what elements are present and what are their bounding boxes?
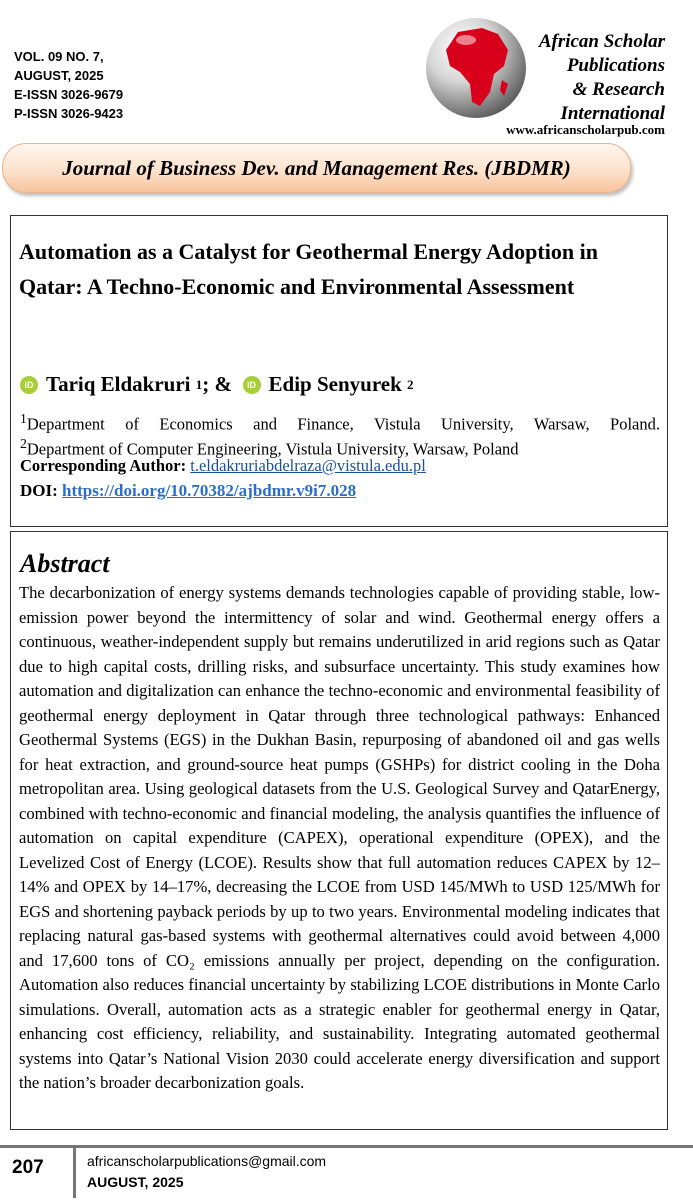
author-1: Tariq Eldakruri	[46, 372, 191, 396]
author-separator: ; &	[202, 372, 233, 396]
issue-date: AUGUST, 2025	[14, 68, 104, 83]
doi	[20, 481, 356, 501]
pissn: P-ISSN 3026-9423	[14, 106, 124, 121]
footer-vertical-divider	[73, 1148, 76, 1198]
corresponding-author	[20, 456, 426, 476]
page-number: 207	[12, 1157, 44, 1178]
article-title: Automation as a Catalyst for Geothermal Energy Adoption in Qatar: A Techno-Economic and Environmental Assessment	[19, 239, 598, 299]
globe-africa-logo	[420, 10, 532, 122]
author-1-affiliation: 1	[195, 376, 203, 392]
author-2: Edip Senyurek	[268, 372, 402, 396]
orcid-icon[interactable]: iD	[20, 376, 38, 394]
publisher-name: African Scholar Publications & Research International	[538, 31, 665, 124]
author-2-affiliation: 2	[407, 376, 414, 392]
eissn: E-ISSN 3026-9679	[14, 87, 124, 102]
affiliation-1: $^1$Department of Economics and Finance, Vistula University, Warsaw, Poland.	[20, 411, 660, 434]
corresponding-label: Corresponding Author:	[20, 456, 187, 475]
author-line	[20, 372, 414, 397]
doi-link[interactable]: https://doi.org/10.70382/ajbdmr.v9i7.028	[62, 481, 357, 500]
doi-label: DOI:	[20, 481, 58, 500]
footer-date: AUGUST, 2025	[87, 1174, 184, 1190]
footer-email[interactable]: africanscholarpublications@gmail.com	[87, 1153, 327, 1169]
footer-divider	[0, 1145, 693, 1148]
publisher-website[interactable]: www.africanscholarpub.com	[506, 122, 665, 137]
abstract-text: The decarbonization of energy systems demands technologies capable of providing stable, low-emission power beyond the intermittency of solar and wind. Geothermal energy offers a continuous, weather-independent supply but remains underutilized in arid regions such as Qatar due to high capital costs, drilling risks, and subsurface uncertainty. This study examines how automation and digitalization can enhance the techno-economic and environmental feasibility of geothermal energy deployment in Qatar through three technological pathways: Enhanced Geothermal Systems (EGS) in the Dukhan Basin, repurposing of abandoned oil and gas wells for heat extraction, and ground-source heat pumps (GSHPs) for district cooling in the Doha metropolitan area. Using geological datasets from the U.S. Geological Survey and QatarEnergy, combined with techno-economic and financial modeling, the analysis quantifies the influence of automation on capital expenditure (CAPEX), operational expenditure (OPEX), and the Levelized Cost of Energy (LCOE). Results show that full automation reduces CAPEX by 12–14% and OPEX by 14–17%, decreasing the LCOE from USD 145/MWh to USD 125/MWh for EGS and shortening payback periods by up to two years. Environmental modeling indicates that replacing natural gas-based systems with geothermal alternatives could avoid between 4,000 and 17,600 tons of CO₂ emissions annually per project, depending on the configuration. Automation also reduces financial uncertainty by stabilizing LCOE distributions in Monte Carlo simulations. Overall, automation acts as a strategic enabler for geothermal energy in Qatar, enhancing cost efficiency, reliability, and sustainability. Integrating automated geothermal systems into Qatar’s National Vision 2030 could accelerate energy diversification and support the nation’s broader decarbonization goals.	[19, 583, 660, 1092]
journal-metadata	[14, 47, 123, 123]
abstract-heading: Abstract	[20, 549, 110, 578]
journal-name: Journal of Business Dev. and Management Res. (JBDMR)	[62, 155, 571, 180]
corresponding-email-link[interactable]: t.eldakruriabdelraza@vistula.edu.pl	[190, 456, 426, 475]
volume: VOL. 09 NO. 7,	[14, 49, 104, 64]
affiliation-2: $^2$Department of Computer Engineering, Vistula University, Warsaw, Poland	[20, 436, 519, 459]
orcid-icon[interactable]: iD	[243, 376, 261, 394]
journal-banner	[2, 143, 631, 193]
